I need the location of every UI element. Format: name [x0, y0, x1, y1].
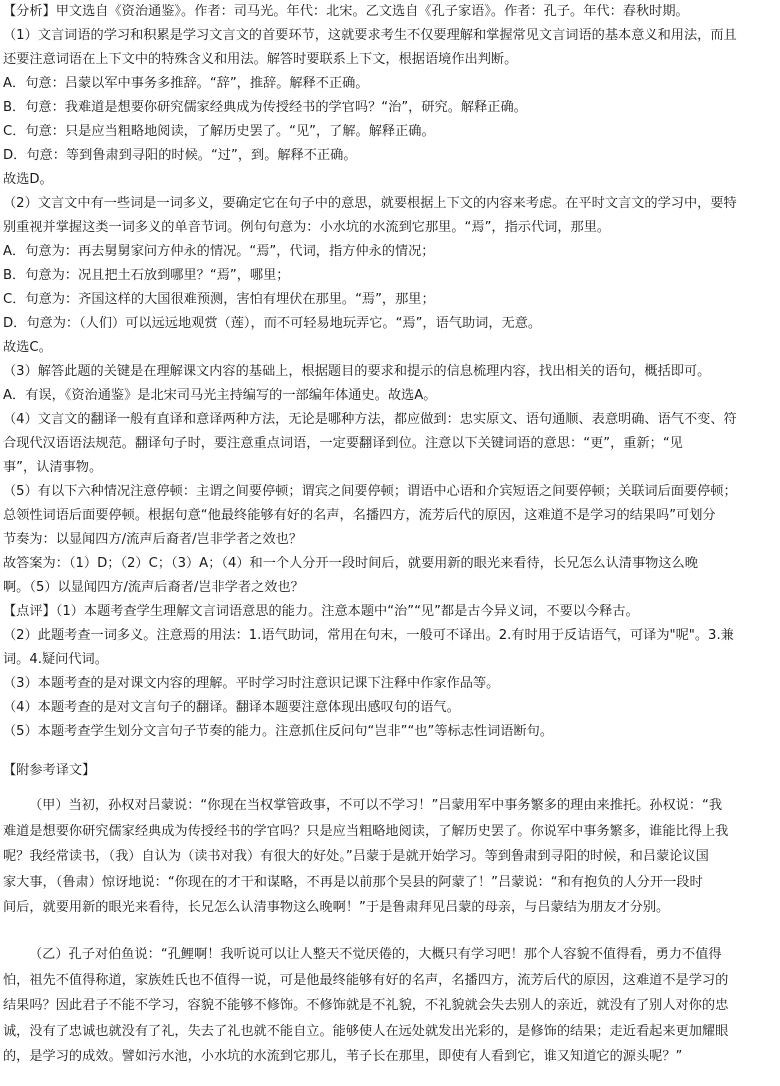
analysis-line: C．句意：只是应当粗略地阅读，了解历史罢了。“见”，了解。解释正确。	[3, 124, 435, 139]
translation-paragraph-jia	[3, 793, 777, 921]
analysis-line: （2）文言文中有一些词是一词多义，要确定它在句子中的意思，就要根据上下文的内容来考虑。在平时文言文的学习中，要特	[3, 196, 737, 211]
analysis-line: （3）解答此题的关键是在理解课文内容的基础上，根据题目的要求和提示的信息梳理内容，找出相关的语句，概括即可。	[3, 364, 711, 379]
paragraph-line: 怕，祖先不值得称道，家族姓氏也不值得一说，可是他最终能够有好的名声，名播四方，流芳后代的原因，这难道不是学习的	[3, 972, 729, 988]
analysis-line: B．句意：我难道是想要你研究儒家经典成为传授经书的学官吗？“治”，研究。解释正确。	[3, 100, 527, 115]
translation-heading: 【附参考译文】	[3, 763, 96, 778]
translation-paragraph-yi	[3, 942, 777, 1070]
analysis-line: A．句意：吕蒙以军中事务多推辞。“辞”，推辞。解释不正确。	[3, 76, 369, 91]
analysis-line: B．句意为：况且把土石放到哪里？“焉”，哪里；	[3, 268, 290, 283]
paragraph-line: 呢？我经常读书，（我）自认为（读书对我）有很大的好处。”吕蒙于是就开始学习。等到鲁肃到寻阳的时候，和吕蒙论议国	[3, 849, 709, 864]
analysis-line: C．句意为：齐国这样的大国很难预测，害怕有埋伏在那里。“焉”，那里；	[3, 292, 435, 307]
paragraph-line: （甲）当初，孙权对吕蒙说：“你现在当权掌管政事，不可以不学习！”吕蒙用军中事务繁多的理由来推托。孙权说：“我	[29, 798, 723, 813]
analysis-line: 别重视并掌握这类一词多义的单音节词。例句句意为：小水坑的水流到它那里。“焉”，指示代词，那里。	[3, 220, 611, 235]
analysis-line: 合现代汉语语法规范。翻译句子时，要注意重点词语，一定要翻译到位。注意以下关键词语的意思：“更”，重新；“见	[3, 436, 683, 451]
analysis-line: 【分析】甲文选自《资治通鉴》。作者：司马光。年代：北宋。乙文选自《孔子家语》。作者：孔子。年代：春秋时期。	[3, 4, 689, 19]
analysis-line: D．句意为：（人们）可以远远地观赏（莲），而不可轻易地玩弄它。“焉”，语气助词，无意。	[3, 316, 542, 331]
analysis-line: 啊。（5）以显闻四方/流声后裔者/岂非学者之效也？	[3, 580, 304, 595]
analysis-line: 事”，认清事物。	[3, 460, 103, 475]
paragraph-line: 的，是学习的成效。譬如污水池，小水坑的水流到它那儿，苇子长在那里，即使有人看到它，谁又知道它的源头呢？”	[3, 1049, 683, 1064]
analysis-line: 【点评】（1）本题考查学生理解文言词语意思的能力。注意本题中“治”“见”都是古今异义词，不要以今释古。	[3, 604, 639, 619]
analysis-line: （5）本题考查学生划分文言句子节奏的能力。注意抓住反问句“岂非”“也”等标志性词语断句。	[3, 724, 554, 739]
analysis-line: A．句意为：再去舅舅家问方仲永的情况。“焉”，代词，指方仲永的情况；	[3, 244, 435, 259]
analysis-line: 故选D。	[3, 172, 53, 187]
paragraph-line: 诚，没有了忠诚也就没有了礼，失去了礼也就不能自立。能够使人在远处就发出光彩的，是修饰的结果；走近看起来更加耀眼	[3, 1023, 729, 1039]
analysis-line: （1）文言词语的学习和积累是学习文言文的首要环节，这就要求考生不仅要理解和掌握常见文言词语的基本意义和用法，而且	[3, 28, 737, 43]
analysis-line: 词。4.疑问代词。	[3, 652, 108, 667]
paragraph-line: 家大事，（鲁肃）惊讶地说：“你现在的才干和谋略，不再是以前那个吴县的阿蒙了！”吕蒙说：“和有抱负的人分开一段时	[3, 874, 703, 890]
analysis-line: A．有误，《资治通鉴》是北宋司马光主持编写的一部编年体通史。故选A。	[3, 388, 437, 403]
analysis-line: （5）有以下六种情况注意停顿：主谓之间要停顿；谓宾之间要停顿；谓语中心语和介宾短语之间要停顿；关联词后面要停顿；	[3, 484, 737, 499]
analysis-line: 节奏为：以显闻四方/流声后裔者/岂非学者之效也？	[3, 532, 303, 547]
paragraph-line: 间后，就要用新的眼光来看待，长兄怎么认清事物这么晚啊！”于是鲁肃拜见吕蒙的母亲，与吕蒙结为朋友才分别。	[3, 900, 670, 915]
analysis-line: D．句意：等到鲁肃到寻阳的时候。“过”，到。解释不正确。	[3, 148, 357, 163]
analysis-line: （3）本题考查的是对课文内容的理解。平时学习时注意识记课下注释中作家作品等。	[3, 676, 500, 691]
paragraph-line: 结果吗？因此君子不能不学习，容貌不能够不修饰。不修饰就是不礼貌，不礼貌就会失去别人的亲近，就没有了别人对你的忠	[3, 998, 729, 1013]
analysis-line: 故选C。	[3, 340, 52, 355]
analysis-line: （4）文言文的翻译一般有直译和意译两种方法，无论是哪种方法，都应做到：忠实原文、语句通顺、表意明确、语气不变、符	[3, 412, 737, 427]
paragraph-line: 难道是想要你研究儒家经典成为传授经书的学官吗？只是应当粗略地阅读，了解历史罢了。你说军中事务繁多，谁能比得上我	[3, 823, 729, 839]
paragraph-line: （乙）孔子对伯鱼说：“孔鲤啊！我听说可以让人整天不觉厌倦的，大概只有学习吧！那个人容貌不值得看，勇力不值得	[29, 947, 722, 962]
analysis-line: （4）本题考查的是对文言句子的翻译。翻译本题要注意体现出感叹句的语气。	[3, 700, 460, 715]
analysis-line: （2）此题考查一词多义。注意焉的用法：1.语气助词，常用在句末，一般可不译出。2.有时用于反诘语气，可译为"呢"。3.兼	[3, 628, 734, 643]
analysis-line: 故答案为：（1）D；（2）C；（3）A；（4）和一个人分开一段时间后，就要用新的眼光来看待，长兄怎么认清事物这么晚	[3, 556, 698, 571]
analysis-line: 还要注意词语在上下文中的特殊含义和用法。解答时要联系上下文，根据语境作出判断。	[3, 52, 518, 67]
analysis-line: 总领性词语后面要停顿。根据句意“他最终能够有好的名声，名播四方，流芳后代的原因，这难道不是学习的结果吗”可划分	[3, 508, 716, 523]
